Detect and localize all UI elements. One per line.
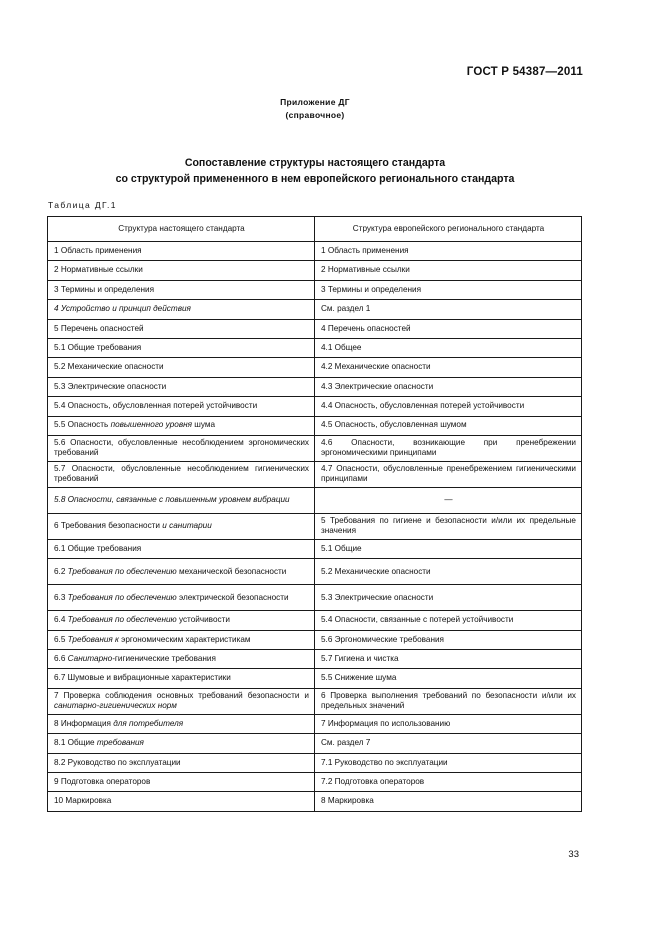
national-structure-cell <box>48 773 315 792</box>
cell-text: 7.2 Подготовка операторов <box>321 776 425 786</box>
cell-text: повышенного уровня <box>110 420 192 430</box>
cell-text: См. раздел 1 <box>321 304 371 314</box>
table-row <box>48 261 582 280</box>
national-structure-cell <box>48 338 315 357</box>
european-structure-cell <box>315 539 582 558</box>
european-structure-cell <box>315 773 582 792</box>
table-body <box>48 242 582 812</box>
national-structure-cell <box>48 611 315 630</box>
european-structure-cell <box>315 734 582 753</box>
cell-text: 6.7 Шумовые и вибрационные характеристики <box>54 673 231 683</box>
national-structure-cell <box>48 358 315 377</box>
cell-text: 4.3 Электрические опасности <box>321 381 434 391</box>
column-header-european: Структура европейского регионального стандарта <box>315 217 582 242</box>
cell-text: 5.1 Общие требования <box>54 342 142 352</box>
cell-text: 2 Нормативные ссылки <box>321 265 410 275</box>
cell-text: 6.5 <box>54 634 68 644</box>
table-row <box>48 734 582 753</box>
table-row <box>48 416 582 435</box>
european-structure-cell <box>315 300 582 319</box>
cell-text: 6.3 <box>54 592 68 602</box>
table-row <box>48 377 582 396</box>
column-header-national: Структура настоящего стандарта <box>48 217 315 242</box>
cell-text: 5.8 Опасности, связанные с повышенным уровнем вибрации <box>54 495 290 505</box>
cell-text: Требования по обеспечению <box>67 615 177 625</box>
european-structure-cell <box>315 630 582 649</box>
page-title-line-1: Сопоставление структуры настоящего стандарта <box>184 157 446 169</box>
cell-text: 5.5 Снижение шума <box>321 673 397 683</box>
cell-text: Санитарно <box>67 654 113 664</box>
european-structure-cell <box>315 753 582 772</box>
table-row <box>48 397 582 416</box>
european-structure-cell <box>315 669 582 688</box>
cell-text: 6.2 <box>54 566 68 576</box>
cell-text: Требования к <box>67 634 119 644</box>
cell-text: 6.1 Общие требования <box>54 543 142 553</box>
european-structure-cell <box>315 487 582 513</box>
national-structure-cell <box>48 435 315 461</box>
cell-text: устойчивости <box>176 615 230 625</box>
european-structure-cell <box>315 461 582 487</box>
cell-text: эргономическим характеристикам <box>118 634 251 644</box>
cell-text: 4.7 Опасности, обусловленные пренебрежением гигиеническими принципами <box>321 463 576 484</box>
cell-text: 5.3 Электрические опасности <box>54 381 167 391</box>
cell-text: 4.6 Опасности, возникающие при пренебрежении эргономическими принципами <box>321 437 576 458</box>
table-row <box>48 319 582 338</box>
cell-text: 5.6 Эргономические требования <box>321 634 444 644</box>
annex-heading <box>0 96 630 122</box>
table-row <box>48 461 582 487</box>
european-structure-cell <box>315 688 582 714</box>
annex-title: Приложение ДГ <box>280 97 350 107</box>
national-structure-cell <box>48 630 315 649</box>
national-structure-cell <box>48 242 315 261</box>
document-code: ГОСТ Р 54387—2011 <box>466 66 583 78</box>
cell-text: -гигиенические требования <box>112 654 216 664</box>
national-structure-cell <box>48 539 315 558</box>
national-structure-cell <box>48 487 315 513</box>
cell-text: 8 Маркировка <box>321 796 374 806</box>
cell-text: шума <box>191 420 216 430</box>
national-structure-cell <box>48 688 315 714</box>
cell-text: 1 Область применения <box>54 245 142 255</box>
national-structure-cell <box>48 319 315 338</box>
cell-text: 6.6 <box>54 654 68 664</box>
table-row <box>48 338 582 357</box>
cell-text: 3 Термины и определения <box>321 284 422 294</box>
european-structure-cell <box>315 397 582 416</box>
table-row <box>48 714 582 733</box>
comparison-table <box>47 216 582 812</box>
cell-text: 5.5 Опасность <box>54 420 111 430</box>
cell-text: 5.1 Общие <box>321 543 362 553</box>
table-caption: Таблица ДГ.1 <box>48 200 117 210</box>
table-row <box>48 669 582 688</box>
european-structure-cell <box>315 358 582 377</box>
cell-text: 2 Нормативные ссылки <box>54 265 143 275</box>
european-structure-cell <box>315 513 582 539</box>
cell-text: 7 Информация по использованию <box>321 718 451 728</box>
european-structure-cell <box>315 261 582 280</box>
cell-text: требования <box>96 738 144 748</box>
cell-text: 7 Проверка соблюдения основных требований безопасности и <box>54 690 309 700</box>
table-row <box>48 773 582 792</box>
table-row <box>48 358 582 377</box>
national-structure-cell <box>48 461 315 487</box>
cell-text: санитарно-гигиенических норм <box>54 701 177 711</box>
european-structure-cell <box>315 435 582 461</box>
table-row <box>48 792 582 811</box>
table-row <box>48 611 582 630</box>
national-structure-cell <box>48 650 315 669</box>
table-header-row <box>48 217 582 242</box>
table-row <box>48 280 582 299</box>
national-structure-cell <box>48 513 315 539</box>
cell-text: 5 Требования по гигиене и безопасности и/или их предельные значения <box>321 515 576 536</box>
table-row <box>48 242 582 261</box>
cell-text: 10 Маркировка <box>54 796 112 806</box>
national-structure-cell <box>48 714 315 733</box>
table-row <box>48 300 582 319</box>
european-structure-cell <box>315 377 582 396</box>
cell-text: 6.4 <box>54 615 68 625</box>
european-structure-cell <box>315 319 582 338</box>
national-structure-cell <box>48 377 315 396</box>
european-structure-cell <box>315 242 582 261</box>
table-row <box>48 630 582 649</box>
table-row <box>48 559 582 585</box>
cell-text: 5.2 Механические опасности <box>54 362 164 372</box>
page-title-line-2: со структурой примененного в нем европейского регионального стандарта <box>115 172 515 185</box>
cell-text: — <box>444 495 453 505</box>
cell-text: электрической безопасности <box>176 592 289 602</box>
cell-text: Требования по обеспечению <box>67 592 177 602</box>
cell-text: 5.7 Гигиена и чистка <box>321 654 399 664</box>
annex-subtitle: (справочное) <box>285 110 345 120</box>
table-row <box>48 435 582 461</box>
cell-text: 1 Область применения <box>321 245 409 255</box>
cell-text: 6 Требования безопасности <box>54 521 163 531</box>
page-title <box>0 156 630 187</box>
european-structure-cell <box>315 611 582 630</box>
european-structure-cell <box>315 792 582 811</box>
cell-text: 8 Информация <box>54 718 114 728</box>
european-structure-cell <box>315 650 582 669</box>
cell-text: 4.2 Механические опасности <box>321 362 431 372</box>
cell-text: для потребителя <box>113 718 184 728</box>
cell-text: Требования по обеспечению <box>67 566 177 576</box>
national-structure-cell <box>48 416 315 435</box>
cell-text: 4 Устройство и принцип действия <box>54 304 191 314</box>
cell-text: 5.7 Опасности, обусловленные несоблюдением гигиенических требований <box>54 463 309 484</box>
table-row <box>48 513 582 539</box>
cell-text: 4.5 Опасность, обусловленная шумом <box>321 420 467 430</box>
cell-text: 5.4 Опасность, обусловленная потерей устойчивости <box>54 401 258 411</box>
cell-text: 5.3 Электрические опасности <box>321 592 434 602</box>
national-structure-cell <box>48 261 315 280</box>
european-structure-cell <box>315 714 582 733</box>
national-structure-cell <box>48 734 315 753</box>
cell-text: 4.4 Опасность, обусловленная потерей устойчивости <box>321 401 525 411</box>
cell-text: 6 Проверка выполнения требований по безопасности и/или их предельных значений <box>321 690 576 711</box>
european-structure-cell <box>315 559 582 585</box>
page-number: 33 <box>568 849 579 860</box>
national-structure-cell <box>48 792 315 811</box>
cell-text: 5 Перечень опасностей <box>54 323 144 333</box>
national-structure-cell <box>48 753 315 772</box>
table-row <box>48 753 582 772</box>
cell-text: 8.1 Общие <box>54 738 97 748</box>
european-structure-cell <box>315 280 582 299</box>
national-structure-cell <box>48 559 315 585</box>
european-structure-cell <box>315 338 582 357</box>
national-structure-cell <box>48 300 315 319</box>
cell-text: 7.1 Руководство по эксплуатации <box>321 757 448 767</box>
cell-text: 4.1 Общее <box>321 342 362 352</box>
cell-text: 5.2 Механические опасности <box>321 566 431 576</box>
national-structure-cell <box>48 585 315 611</box>
cell-text: 5.4 Опасности, связанные с потерей устойчивости <box>321 615 514 625</box>
cell-text: 8.2 Руководство по эксплуатации <box>54 757 181 767</box>
cell-text: См. раздел 7 <box>321 738 371 748</box>
table-row <box>48 650 582 669</box>
table-row <box>48 539 582 558</box>
cell-text: 4 Перечень опасностей <box>321 323 411 333</box>
cell-text: 5.6 Опасности, обусловленные несоблюдением эргономических требований <box>54 437 309 458</box>
national-structure-cell <box>48 669 315 688</box>
european-structure-cell <box>315 416 582 435</box>
national-structure-cell <box>48 280 315 299</box>
table-row <box>48 688 582 714</box>
european-structure-cell <box>315 585 582 611</box>
table-row <box>48 585 582 611</box>
cell-text: 3 Термины и определения <box>54 284 155 294</box>
cell-text: и санитарии <box>162 521 212 531</box>
table-row <box>48 487 582 513</box>
cell-text: 9 Подготовка операторов <box>54 776 151 786</box>
cell-text: механической безопасности <box>176 566 287 576</box>
national-structure-cell <box>48 397 315 416</box>
